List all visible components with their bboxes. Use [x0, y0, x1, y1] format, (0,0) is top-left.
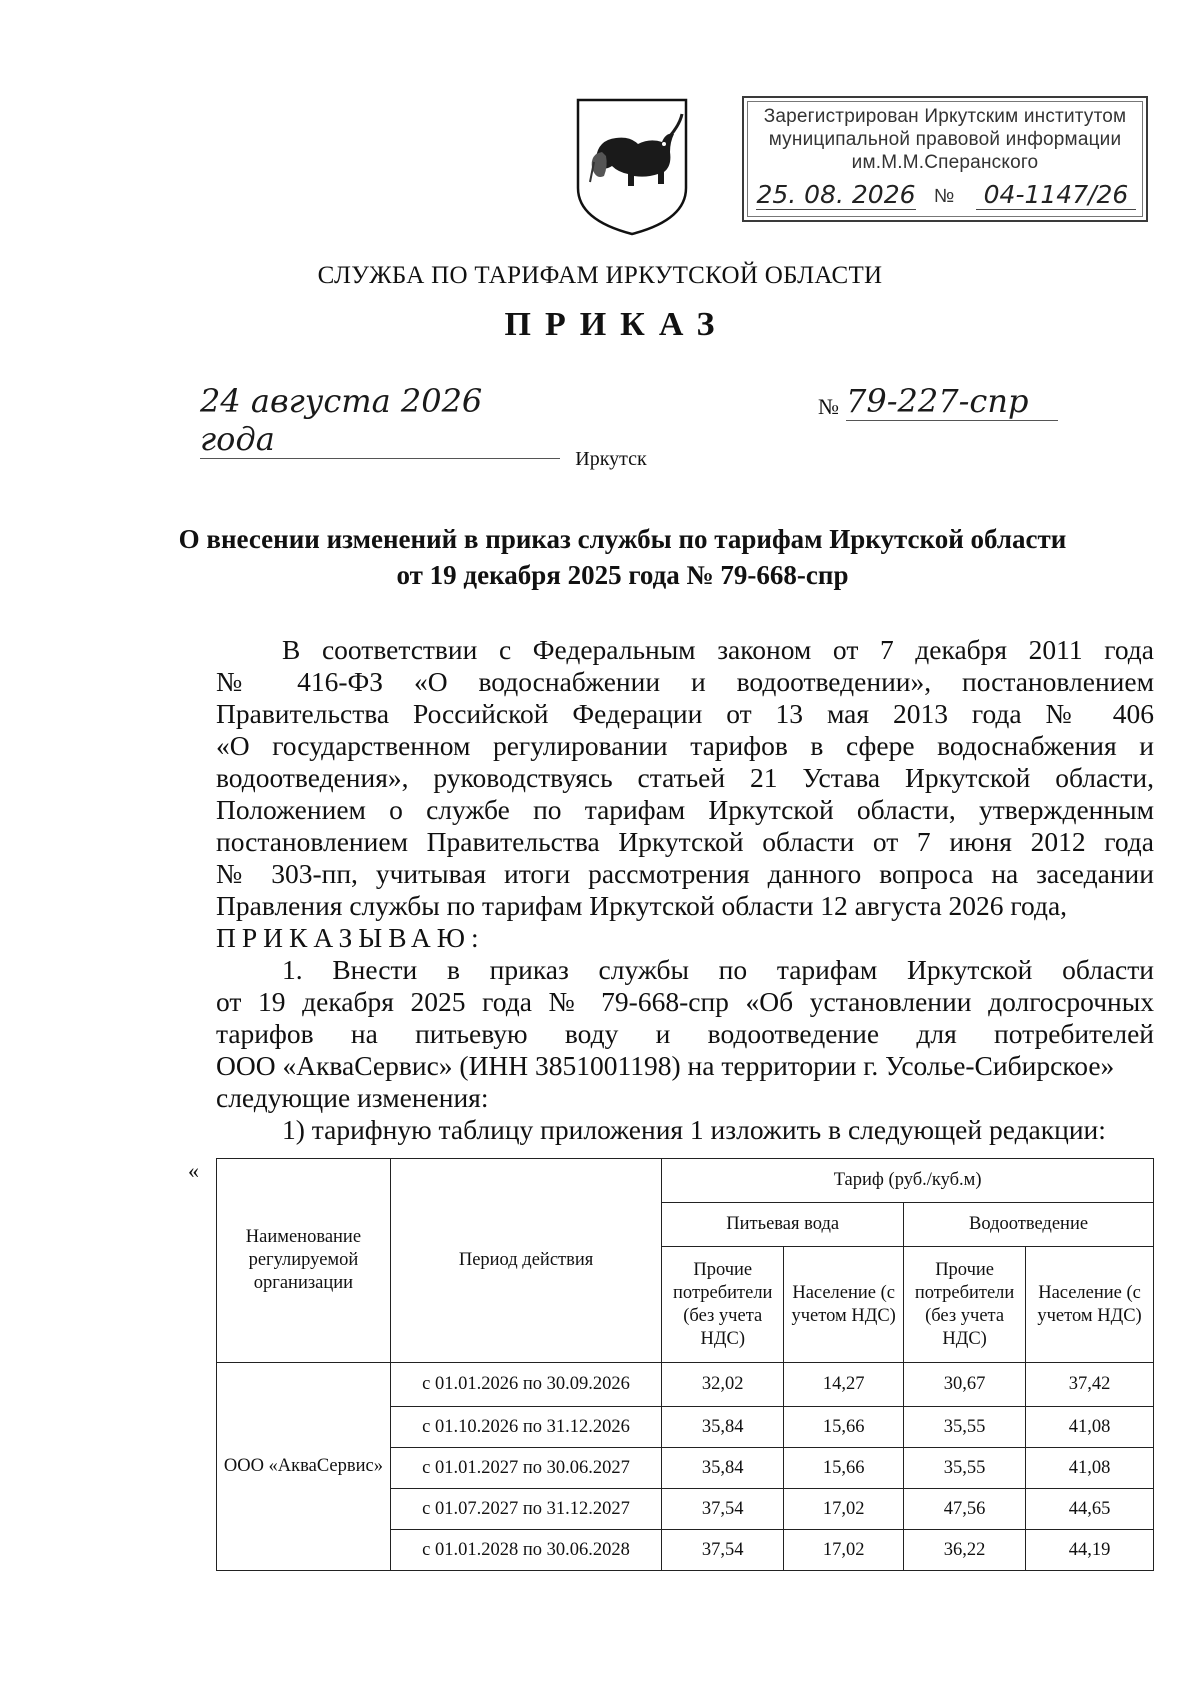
order-date-handwritten: 24 августа 2026 года — [200, 382, 560, 459]
paragraph-line: 1. Внести в приказ службы по тарифам Иркутской области — [282, 954, 1154, 985]
stamp-line-1: Зарегистрирован Иркутским институтом — [763, 106, 1127, 127]
value-cell: 17,02 — [784, 1530, 904, 1571]
period-cell: с 01.10.2026 по 31.12.2026 — [390, 1407, 661, 1448]
value-cell: 35,84 — [662, 1448, 784, 1489]
value-cell: 44,65 — [1026, 1489, 1154, 1530]
city-name: Иркутск — [575, 448, 647, 470]
value-cell: 35,84 — [662, 1407, 784, 1448]
value-cell: 30,67 — [904, 1363, 1026, 1407]
paragraph-line: Положением о службе по тарифам Иркутской области, утвержденным — [216, 794, 1154, 825]
value-cell: 41,08 — [1026, 1448, 1154, 1489]
header-water-population: Население (с учетом НДС) — [784, 1247, 904, 1363]
stamp-line-2: муниципальной правовой информации — [768, 129, 1122, 150]
value-cell: 44,19 — [1026, 1530, 1154, 1571]
paragraph-line: тарифов на питьевую воду и водоотведение для потребителей — [216, 1018, 1154, 1049]
table-row — [217, 1363, 1154, 1407]
value-cell: 15,66 — [784, 1448, 904, 1489]
header-sewer-population: Население (с учетом НДС) — [1026, 1247, 1154, 1363]
header-tariff: Тариф (руб./куб.м) — [662, 1159, 1154, 1203]
period-cell: с 01.01.2028 по 30.06.2028 — [390, 1530, 661, 1571]
value-cell: 15,66 — [784, 1407, 904, 1448]
stamp-registration-date: 25. 08. 2026 — [756, 180, 916, 209]
order-number-label: № — [818, 394, 839, 419]
period-cell: с 01.01.2026 по 30.09.2026 — [390, 1363, 661, 1407]
document-title-line-1: О внесении изменений в приказ службы по тарифам Иркутской области — [178, 524, 1067, 554]
value-cell: 14,27 — [784, 1363, 904, 1407]
period-cell: с 01.01.2027 по 30.06.2027 — [390, 1448, 661, 1489]
stamp-registration-number: 04-1147/26 — [976, 180, 1136, 210]
header-water-other-consumers: Прочие потребители (без учета НДС) — [662, 1247, 784, 1363]
paragraph-line: от 19 декабря 2025 года № 79-668-спр «Об установлении долгосрочных — [216, 986, 1154, 1017]
document-type-title: ПРИКАЗ — [504, 306, 729, 343]
opening-quote-mark: « — [188, 1158, 199, 1183]
header-sewer-other-consumers: Прочие потребители (без учета НДС) — [904, 1247, 1026, 1363]
value-cell: 37,54 — [662, 1489, 784, 1530]
tariff-table — [216, 1158, 1154, 1571]
document-title-line-2: от 19 декабря 2025 года № 79-668-спр — [396, 560, 849, 590]
value-cell: 37,42 — [1026, 1363, 1154, 1407]
paragraph-line: № 416-ФЗ «О водоснабжении и водоотведении», постановлением — [216, 666, 1154, 697]
paragraph-line: водоотведения», руководствуясь статьей 21 Устава Иркутской области, — [216, 762, 1154, 793]
value-cell: 36,22 — [904, 1530, 1026, 1571]
value-cell: 47,56 — [904, 1489, 1026, 1530]
paragraph-line: постановлением Правительства Иркутской области от 7 июня 2012 года — [216, 826, 1154, 857]
period-cell: с 01.07.2027 по 31.12.2027 — [390, 1489, 661, 1530]
stamp-line-3: им.М.М.Сперанского — [851, 152, 1039, 173]
order-word: ПРИКАЗЫВАЮ: — [216, 922, 485, 953]
coat-of-arms-emblem — [572, 96, 692, 238]
paragraph-line: Правления службы по тарифам Иркутской области 12 августа 2026 года, — [216, 890, 1068, 921]
value-cell: 41,08 — [1026, 1407, 1154, 1448]
agency-name: СЛУЖБА ПО ТАРИФАМ ИРКУТСКОЙ ОБЛАСТИ — [317, 262, 883, 289]
paragraph-line: Правительства Российской Федерации от 13 мая 2013 года № 406 — [216, 698, 1154, 729]
paragraph-line: следующие изменения: — [216, 1082, 489, 1113]
paragraph-line: № 303-пп, учитывая итоги рассмотрения данного вопроса на заседании — [216, 858, 1154, 889]
order-number-handwritten: 79-227-спр — [846, 382, 1058, 421]
item-1-line: 1) тарифную таблицу приложения 1 изложить в следующей редакции: — [282, 1114, 1106, 1145]
paragraph-line: В соответствии с Федеральным законом от 7 декабря 2011 года — [282, 634, 1154, 665]
value-cell: 35,55 — [904, 1407, 1026, 1448]
value-cell: 17,02 — [784, 1489, 904, 1530]
header-period: Период действия — [390, 1159, 661, 1363]
header-sewerage: Водоотведение — [904, 1203, 1154, 1247]
header-drinking-water: Питьевая вода — [662, 1203, 904, 1247]
value-cell: 37,54 — [662, 1530, 784, 1571]
value-cell: 32,02 — [662, 1363, 784, 1407]
header-organization: Наименование регулируемой организации — [217, 1159, 391, 1363]
value-cell: 35,55 — [904, 1448, 1026, 1489]
stamp-number-label: № — [934, 186, 955, 207]
paragraph-line: ООО «АкваСервис» (ИНН 3851001198) на территории г. Усолье-Сибирское» — [216, 1050, 1115, 1081]
paragraph-line: «О государственном регулировании тарифов в сфере водоснабжения и — [216, 730, 1154, 761]
registration-stamp — [742, 96, 1148, 222]
organization-cell: ООО «АкваСервис» — [217, 1363, 391, 1571]
